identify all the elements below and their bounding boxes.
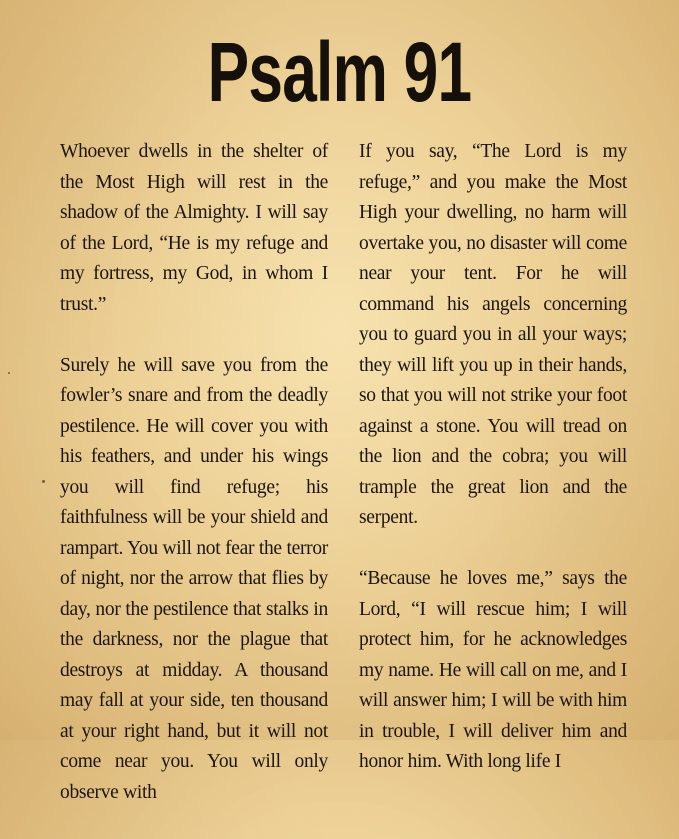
right-column (359, 137, 627, 808)
paragraph-right-2: “Because he loves me,” says the Lord, “I will rescue him; I will protect him, for he acknowledges my name. He will call on me, and I will answer him; I will be with him in trouble, I will deliver him and honor him. With long life I (359, 568, 627, 772)
paragraph-left-1: Whoever dwells in the shelter of the Most High will rest in the shadow of the Almighty. I will say of the Lord, “He is my refuge and my fortress, my God, in whom I trust.” (60, 141, 328, 315)
page-title: Psalm 91 (207, 25, 472, 119)
paragraph-left-2: Surely he will save you from the fowler’s snare and from the deadly pestilence. He will cover you with his feathers, and under his wings you will find refuge; his faithfulness will be your shield and rampart. You will not fear the terror of night, nor the arrow that flies by day, nor the pestilence that stalks in the darkness, nor the plague that destroys at midday. A thousand may fall at your side, ten thousand at your right hand, but it will not come near you. You will only observe with (60, 354, 328, 803)
left-column (60, 137, 328, 839)
paragraph-right-1: If you say, “The Lord is my refuge,” and you make the Most High your dwelling, no harm will overtake you, no disaster will come near your tent. For he will command his angels concerning you to guard you in all your ways; they will lift you up in their hands, so that you will not strike your foot against a stone. You will tread on the lion and the cobra; you will trample the great lion and the serpent. (359, 141, 627, 528)
paper-speck (8, 372, 10, 374)
paper-speck (42, 480, 45, 483)
